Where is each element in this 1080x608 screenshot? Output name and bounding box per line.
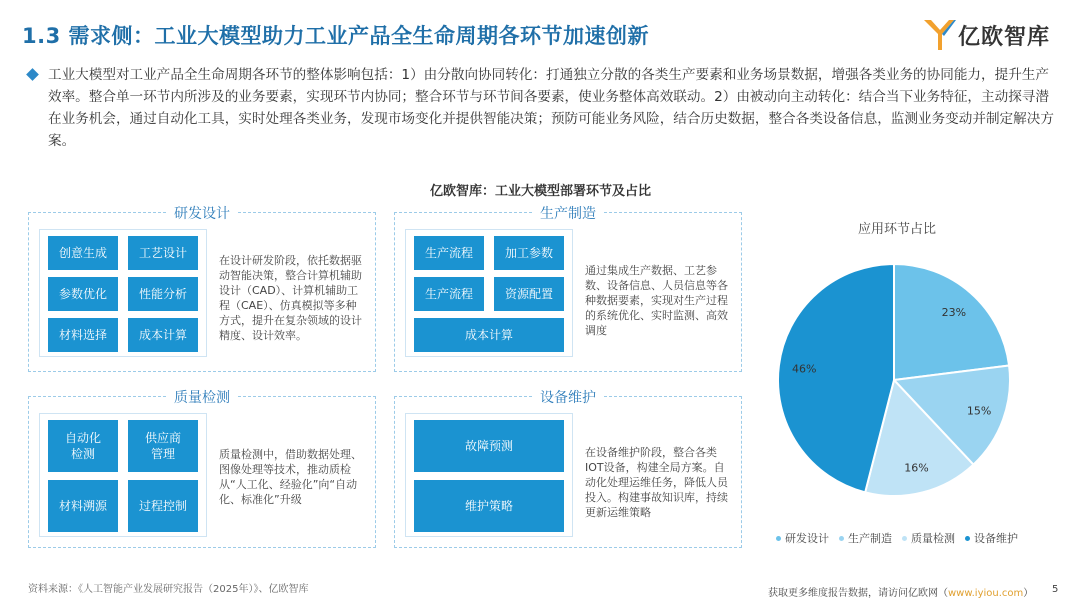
- desc-rd: 在设计研发阶段，依托数据驱动智能决策，整合计算机辅助设计（CAD）、计算机辅助工程（CAE）、仿真模拟等多种方式，提升在复杂领域的设计精度、设计效率。: [219, 254, 362, 342]
- tile-prod-1: 生产流程: [414, 236, 484, 270]
- panel-title-prod: 生产制造: [532, 203, 604, 223]
- tile-grid-qc: [39, 413, 207, 537]
- panel-maint: [394, 390, 742, 548]
- panel-title-rd: 研发设计: [166, 203, 238, 223]
- tile-qc-1: 自动化检测: [48, 420, 118, 472]
- footer-cta: [768, 584, 1033, 599]
- tile-qc-2: 供应商管理: [128, 420, 198, 472]
- panel-rd: [28, 206, 376, 372]
- tile-grid-rd: [39, 229, 207, 357]
- tile-rd-5: 材料选择: [48, 318, 118, 352]
- desc-prod: 通过集成生产数据、工艺参数、设备信息、人员信息等各种数据要素，实现对生产过程的系统优化、实时监测、高效调度: [585, 264, 728, 337]
- tile-rd-1: 创意生成: [48, 236, 118, 270]
- legend-item-prod: [839, 530, 892, 546]
- legend-label-qc: 质量检测: [911, 532, 955, 545]
- pie-label-qc: 16%: [904, 461, 929, 475]
- footer-cta-end: ）: [1023, 588, 1034, 599]
- pie-label-maint: 46%: [792, 362, 817, 376]
- pie-chart: [760, 260, 1020, 510]
- chart-title: 亿欧智库：工业大模型部署环节及占比: [430, 184, 652, 199]
- tile-prod-2: 加工参数: [494, 236, 564, 270]
- logo-text: 亿欧智库: [958, 25, 1051, 50]
- tile-grid-maint: [405, 413, 573, 537]
- logo: [922, 14, 1062, 54]
- tile-prod-3: 生产流程: [414, 277, 484, 311]
- pie-legend: [776, 530, 1018, 546]
- tile-qc-3: 材料溯源: [48, 480, 118, 532]
- pie-title: 应用环节占比: [858, 222, 937, 237]
- legend-label-prod: 生产制造: [848, 532, 892, 545]
- tile-grid-prod: [405, 229, 573, 357]
- title-bar: [22, 14, 1062, 56]
- legend-dot-icon: [839, 536, 844, 541]
- tile-maint-1: 故障预测: [414, 420, 564, 472]
- panel-title-qc: 质量检测: [166, 387, 238, 407]
- legend-label-rd: 研发设计: [785, 532, 829, 545]
- desc-qc: 质量检测中，借助数据处理、图像处理等技术，推动质检从“人工化、经验化”向“自动化、标准化”升级: [219, 448, 362, 506]
- legend-label-maint: 设备维护: [974, 532, 1018, 545]
- footer-cta-text: 获取更多维度报告数据，请访问亿欧网（: [768, 588, 948, 599]
- legend-dot-icon: [902, 536, 907, 541]
- pie-label-prod: 15%: [966, 404, 992, 418]
- page-title: 1.3 需求侧：工业大模型助力工业产品全生命周期各环节加速创新: [22, 24, 650, 48]
- legend-dot-icon: [965, 536, 970, 541]
- panel-qc: [28, 390, 376, 548]
- tile-qc-4: 过程控制: [128, 480, 198, 532]
- page-number: 5: [1052, 584, 1059, 595]
- intro-text: 工业大模型对工业产品全生命周期各环节的整体影响包括：1）由分散向协同转化：打通独立分散的各类生产要素和业务场景数据，增强各类业务的协同能力，提升生产效率。整合单一环节内所涉及的业务要素，实现环节内协同；整合环节与环节间各要素，使业务整体高效联动。2）由被动向主动转化：结合当下业务特征，主动探寻潜在业务机会，通过自动化工具，实时处理各类业务，发现市场变化并提供智能决策；预防可能业务风险，结合历史数据，整合各类设备信息，监测业务变动并制定解决方案。: [48, 67, 1054, 149]
- tile-rd-6: 成本计算: [128, 318, 198, 352]
- source-note: 资料来源：《人工智能产业发展研究报告（2025年）》、亿欧智库: [28, 584, 309, 595]
- panel-prod: [394, 206, 742, 372]
- pie-label-rd: 23%: [941, 306, 967, 320]
- tile-maint-2: 维护策略: [414, 480, 564, 532]
- logo-icon: [922, 16, 956, 52]
- legend-item-qc: [902, 530, 955, 546]
- intro-paragraph: [28, 64, 1058, 152]
- pie-slice-rd: [894, 264, 1009, 380]
- tile-prod-5: 成本计算: [414, 318, 564, 352]
- footer-link[interactable]: www.iyiou.com: [948, 588, 1024, 599]
- legend-dot-icon: [776, 536, 781, 541]
- tile-rd-2: 工艺设计: [128, 236, 198, 270]
- panel-title-maint: 设备维护: [532, 387, 604, 407]
- legend-item-rd: [776, 530, 829, 546]
- legend-item-maint: [965, 530, 1018, 546]
- tile-prod-4: 资源配置: [494, 277, 564, 311]
- desc-maint: 在设备维护阶段，整合各类IOT设备，构建全局方案。自动化处理运维任务，降低人员投入。构建事故知识库，持续更新运维策略: [585, 446, 728, 519]
- tile-rd-4: 性能分析: [128, 277, 198, 311]
- tile-rd-3: 参数优化: [48, 277, 118, 311]
